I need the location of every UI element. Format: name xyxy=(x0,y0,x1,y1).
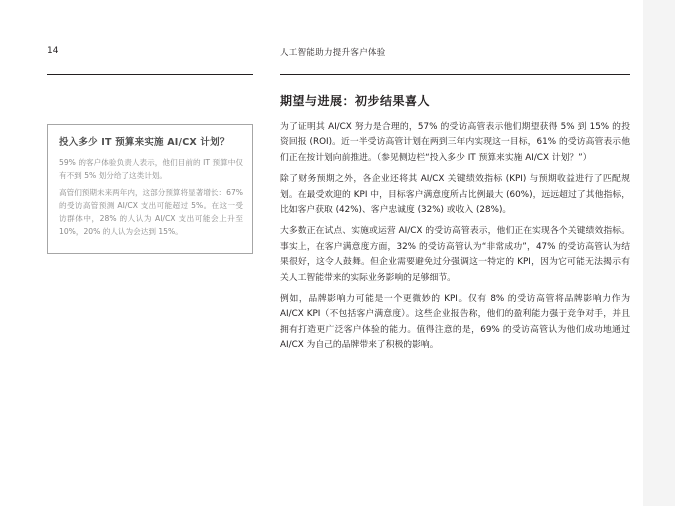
running-title: 人工智能助力提升客户体验 xyxy=(280,48,386,58)
header-rule-left xyxy=(47,74,253,75)
page-number: 14 xyxy=(47,46,59,56)
body-paragraph: 为了证明其 AI/CX 努力是合理的，57% 的受访高管表示他们期望获得 5% 到 15% 的投资回报 (ROI)。近一半受访高管计划在两到三年内实现这一目标，61% 的受访高管表示他们正在按计划向前推进。（参见侧边栏“投入多少 IT 预算来实施 AI/CX 计划？”） xyxy=(280,122,630,163)
sidebar-box xyxy=(47,124,253,254)
page-edge-shade xyxy=(643,0,675,506)
body-paragraph: 除了财务预期之外，各企业还将其 AI/CX 关键绩效指标 (KPI) 与预期收益进行了匹配规划。在最受欢迎的 KPI 中，目标客户满意度所占比例最大 (60%)，远远超过了其他指标，比如客户获取 (42%)、客户忠诚度 (32%) 或收入 (28%)。 xyxy=(280,174,630,216)
sidebar-title: 投入多少 IT 预算来实施 AI/CX 计划？ xyxy=(59,137,230,148)
header-rule-right xyxy=(280,74,630,75)
sidebar-paragraph: 59% 的客户体验负责人表示，他们目前的 IT 预算中仅有不到 5% 划分给了这类计划。 xyxy=(59,158,243,180)
body-paragraph: 大多数正在试点、实施或运营 AI/CX 的受访高管表示，他们正在实现各个关键绩效指标。事实上，在客户满意度方面，32% 的受访高管认为“非常成功”，47% 的受访高管认为结果很好，这令人鼓舞。但企业需要避免过分强调这一特定的 KPI，因为它可能无法揭示有关人工智能带来的实际业务影响的足够细节。 xyxy=(280,226,630,283)
section-heading: 期望与进展：初步结果喜人 xyxy=(280,94,431,108)
main-body xyxy=(280,120,630,360)
body-paragraph: 例如，品牌影响力可能是一个更微妙的 KPI。仅有 8% 的受访高管将品牌影响力作为 AI/CX KPI（不包括客户满意度）。这些企业报告称，他们的盈利能力强于竞争对手，并且拥有打造更广泛客户体验的能力。值得注意的是，69% 的受访高管认为他们成功地通过 AI/CX 为自己的品牌带来了积极的影响。 xyxy=(280,294,630,351)
sidebar-paragraph: 高管们预期未来两年内，这部分预算将显著增长：67% 的受访高管预测 AI/CX 支出可能超过 5%。在这一受访群体中，28% 的人认为 AI/CX 支出可能会上升至 10%，20% 的人认为会达到 15%。 xyxy=(59,188,243,236)
